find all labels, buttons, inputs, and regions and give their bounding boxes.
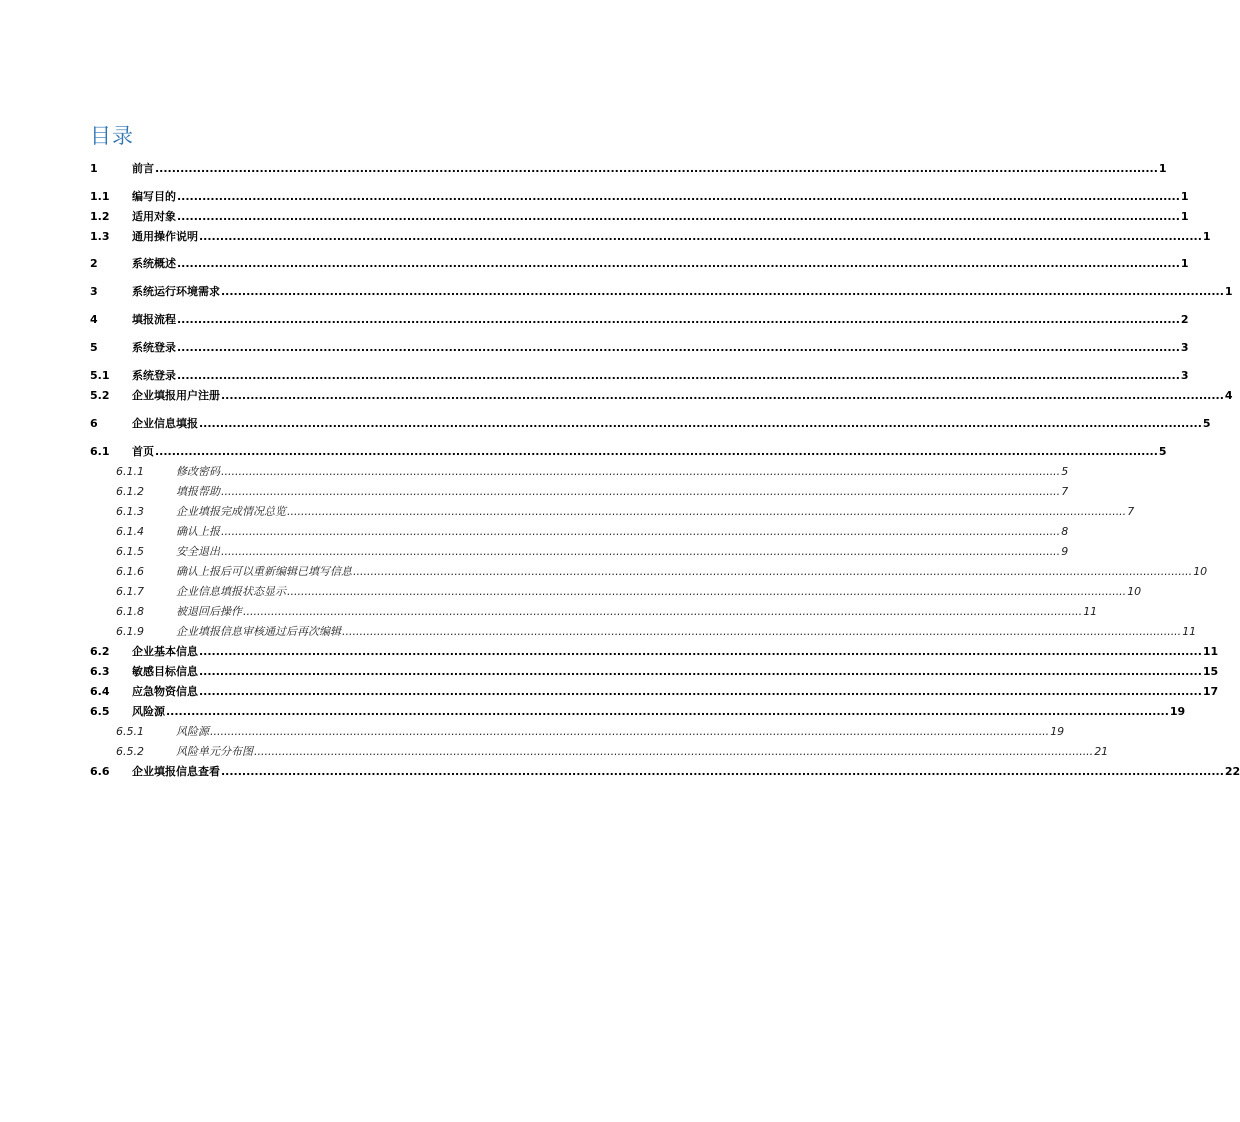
toc-entry-title: 确认上报后可以重新编辑已填写信息 xyxy=(176,565,352,578)
dot-leader: ................................................................................................................................................................................................................................................ xyxy=(287,505,1127,518)
toc-entry-number: 6.1.4 xyxy=(116,525,144,538)
toc-entry-page: 1 xyxy=(1224,285,1233,298)
toc-entry-page: 1 xyxy=(1158,162,1167,175)
toc-entry-5-1[interactable] xyxy=(90,367,1189,383)
toc-entry-page: 3 xyxy=(1180,341,1189,354)
toc-entry-6-1-4[interactable] xyxy=(116,523,1069,539)
dot-leader: ................................................................................................................................................................................................................................................ xyxy=(199,645,1202,658)
dot-leader: ................................................................................................................................................................................................................................................ xyxy=(210,725,1050,738)
toc-entry-title: 企业填报完成情况总览 xyxy=(176,505,286,518)
toc-entry-page: 15 xyxy=(1202,665,1219,678)
dot-leader: ................................................................................................................................................................................................................................................ xyxy=(177,369,1180,382)
toc-entry-1-3[interactable] xyxy=(90,228,1211,244)
toc-entry-page: 19 xyxy=(1169,705,1186,718)
toc-entry-number: 1 xyxy=(90,162,98,175)
toc-entry-number: 3 xyxy=(90,285,98,298)
toc-entry-number: 5 xyxy=(90,341,98,354)
toc-entry-title: 确认上报 xyxy=(176,525,220,538)
toc-entry-page: 11 xyxy=(1083,605,1098,618)
toc-entry-number: 5.2 xyxy=(90,389,110,402)
toc-entry-number: 1.2 xyxy=(90,210,110,223)
toc-entry-6-5[interactable] xyxy=(90,703,1186,719)
toc-entry-title: 风险源 xyxy=(176,725,209,738)
toc-entry-number: 6.1.9 xyxy=(116,625,144,638)
toc-entry-6-4[interactable] xyxy=(90,683,1219,699)
toc-entry-title: 首页 xyxy=(132,445,154,458)
toc-entry-6-1-7[interactable] xyxy=(116,583,1142,599)
toc-title: 目录 xyxy=(90,124,134,148)
toc-entry-6-1-9[interactable] xyxy=(116,623,1197,639)
toc-entry-number: 6 xyxy=(90,417,98,430)
dot-leader: ................................................................................................................................................................................................................................................ xyxy=(221,525,1061,538)
toc-entry-page: 7 xyxy=(1127,505,1135,518)
dot-leader: ................................................................................................................................................................................................................................................ xyxy=(177,257,1180,270)
toc-entry-number: 6.5.1 xyxy=(116,725,144,738)
toc-entry-6-1[interactable] xyxy=(90,443,1167,459)
toc-entry-title: 敏感目标信息 xyxy=(132,665,198,678)
dot-leader: ................................................................................................................................................................................................................................................ xyxy=(221,465,1061,478)
toc-entry-page: 11 xyxy=(1202,645,1219,658)
toc-entry-number: 6.4 xyxy=(90,685,110,698)
toc-entry-6-5-2[interactable] xyxy=(116,743,1109,759)
toc-entry-number: 6.1.7 xyxy=(116,585,144,598)
toc-entry-page: 1 xyxy=(1180,210,1189,223)
toc-entry-6-5-1[interactable] xyxy=(116,723,1065,739)
toc-entry-title: 风险单元分布图 xyxy=(176,745,253,758)
toc-entry-6-1-8[interactable] xyxy=(116,603,1098,619)
toc-entry-page: 10 xyxy=(1193,565,1208,578)
toc-entry-page: 21 xyxy=(1094,745,1109,758)
toc-entry-number: 4 xyxy=(90,313,98,326)
toc-entry-page: 22 xyxy=(1224,765,1240,778)
toc-entry-5-2[interactable] xyxy=(90,387,1233,403)
toc-entry-number: 6.1 xyxy=(90,445,110,458)
dot-leader: ................................................................................................................................................................................................................................................ xyxy=(221,545,1061,558)
toc-entry-6-1-6[interactable] xyxy=(116,563,1208,579)
toc-entry-title: 企业填报信息查看 xyxy=(132,765,220,778)
toc-entry-6-2[interactable] xyxy=(90,643,1219,659)
toc-entry-number: 6.1.5 xyxy=(116,545,144,558)
dot-leader: ................................................................................................................................................................................................................................................ xyxy=(199,417,1202,430)
toc-entry-6[interactable] xyxy=(90,415,1211,431)
toc-entry-page: 17 xyxy=(1202,685,1219,698)
toc-entry-page: 5 xyxy=(1202,417,1211,430)
toc-entry-number: 6.5 xyxy=(90,705,110,718)
dot-leader: ................................................................................................................................................................................................................................................ xyxy=(221,765,1224,778)
toc-entry-6-1-2[interactable] xyxy=(116,483,1069,499)
toc-entry-1[interactable] xyxy=(90,160,1167,176)
dot-leader: ................................................................................................................................................................................................................................................ xyxy=(243,605,1083,618)
toc-entry-title: 前言 xyxy=(132,162,154,175)
toc-entry-title: 系统概述 xyxy=(132,257,176,270)
toc-entry-5[interactable] xyxy=(90,339,1189,355)
dot-leader: ................................................................................................................................................................................................................................................ xyxy=(287,585,1127,598)
dot-leader: ................................................................................................................................................................................................................................................ xyxy=(221,485,1061,498)
toc-entry-6-6[interactable] xyxy=(90,763,1240,779)
toc-entry-title: 系统运行环境需求 xyxy=(132,285,220,298)
toc-entry-page: 7 xyxy=(1061,485,1069,498)
toc-entry-number: 6.3 xyxy=(90,665,110,678)
toc-entry-number: 6.1.1 xyxy=(116,465,144,478)
toc-entry-page: 9 xyxy=(1061,545,1069,558)
toc-entry-title: 系统登录 xyxy=(132,341,176,354)
toc-entry-page: 1 xyxy=(1202,230,1211,243)
toc-entry-number: 5.1 xyxy=(90,369,110,382)
dot-leader: ................................................................................................................................................................................................................................................ xyxy=(221,285,1224,298)
toc-entry-number: 6.2 xyxy=(90,645,110,658)
dot-leader: ................................................................................................................................................................................................................................................ xyxy=(199,665,1202,678)
toc-entry-title: 企业信息填报状态显示 xyxy=(176,585,286,598)
dot-leader: ................................................................................................................................................................................................................................................ xyxy=(177,313,1180,326)
toc-entry-title: 应急物资信息 xyxy=(132,685,198,698)
toc-entry-title: 企业信息填报 xyxy=(132,417,198,430)
toc-entry-number: 1.3 xyxy=(90,230,110,243)
toc-entry-page: 3 xyxy=(1180,369,1189,382)
toc-entry-4[interactable] xyxy=(90,311,1189,327)
toc-entry-6-1-5[interactable] xyxy=(116,543,1069,559)
toc-entry-title: 适用对象 xyxy=(132,210,176,223)
toc-entry-title: 编写目的 xyxy=(132,190,176,203)
toc-entry-2[interactable] xyxy=(90,255,1189,271)
toc-entry-page: 2 xyxy=(1180,313,1189,326)
toc-entry-title: 企业填报用户注册 xyxy=(132,389,220,402)
toc-entry-title: 系统登录 xyxy=(132,369,176,382)
toc-entry-page: 11 xyxy=(1182,625,1197,638)
toc-entry-6-1-3[interactable] xyxy=(116,503,1135,519)
toc-entry-page: 1 xyxy=(1180,190,1189,203)
toc-entry-number: 6.1.6 xyxy=(116,565,144,578)
toc-entry-page: 1 xyxy=(1180,257,1189,270)
toc-entry-number: 6.1.8 xyxy=(116,605,144,618)
toc-entry-title: 企业基本信息 xyxy=(132,645,198,658)
toc-entry-3[interactable] xyxy=(90,283,1233,299)
dot-leader: ................................................................................................................................................................................................................................................ xyxy=(177,341,1180,354)
toc-entry-page: 5 xyxy=(1061,465,1069,478)
dot-leader: ................................................................................................................................................................................................................................................ xyxy=(166,705,1169,718)
toc-entry-1-1[interactable] xyxy=(90,188,1189,204)
toc-entry-page: 8 xyxy=(1061,525,1069,538)
toc-entry-6-1-1[interactable] xyxy=(116,463,1069,479)
toc-entry-title: 被退回后操作 xyxy=(176,605,242,618)
toc-entry-number: 6.1.3 xyxy=(116,505,144,518)
toc-entry-title: 修改密码 xyxy=(176,465,220,478)
toc-entry-title: 填报流程 xyxy=(132,313,176,326)
toc-entry-6-3[interactable] xyxy=(90,663,1219,679)
dot-leader: ................................................................................................................................................................................................................................................ xyxy=(342,625,1182,638)
toc-entry-1-2[interactable] xyxy=(90,208,1189,224)
toc-entry-title: 填报帮助 xyxy=(176,485,220,498)
dot-leader: ................................................................................................................................................................................................................................................ xyxy=(199,685,1202,698)
toc-entry-title: 风险源 xyxy=(132,705,165,718)
toc-entry-page: 4 xyxy=(1224,389,1233,402)
dot-leader: ................................................................................................................................................................................................................................................ xyxy=(353,565,1193,578)
dot-leader: ................................................................................................................................................................................................................................................ xyxy=(177,190,1180,203)
toc-entry-title: 通用操作说明 xyxy=(132,230,198,243)
toc-entry-number: 2 xyxy=(90,257,98,270)
toc-entry-title: 安全退出 xyxy=(176,545,220,558)
dot-leader: ................................................................................................................................................................................................................................................ xyxy=(155,162,1158,175)
dot-leader: ................................................................................................................................................................................................................................................ xyxy=(254,745,1094,758)
toc-entry-number: 6.5.2 xyxy=(116,745,144,758)
toc-entry-number: 1.1 xyxy=(90,190,110,203)
dot-leader: ................................................................................................................................................................................................................................................ xyxy=(199,230,1202,243)
dot-leader: ................................................................................................................................................................................................................................................ xyxy=(155,445,1158,458)
toc-entry-page: 5 xyxy=(1158,445,1167,458)
toc-entry-number: 6.1.2 xyxy=(116,485,144,498)
dot-leader: ................................................................................................................................................................................................................................................ xyxy=(177,210,1180,223)
toc-entry-title: 企业填报信息审核通过后再次编辑 xyxy=(176,625,341,638)
toc-entry-page: 19 xyxy=(1050,725,1065,738)
toc-entry-number: 6.6 xyxy=(90,765,110,778)
dot-leader: ................................................................................................................................................................................................................................................ xyxy=(221,389,1224,402)
toc-entry-page: 10 xyxy=(1127,585,1142,598)
